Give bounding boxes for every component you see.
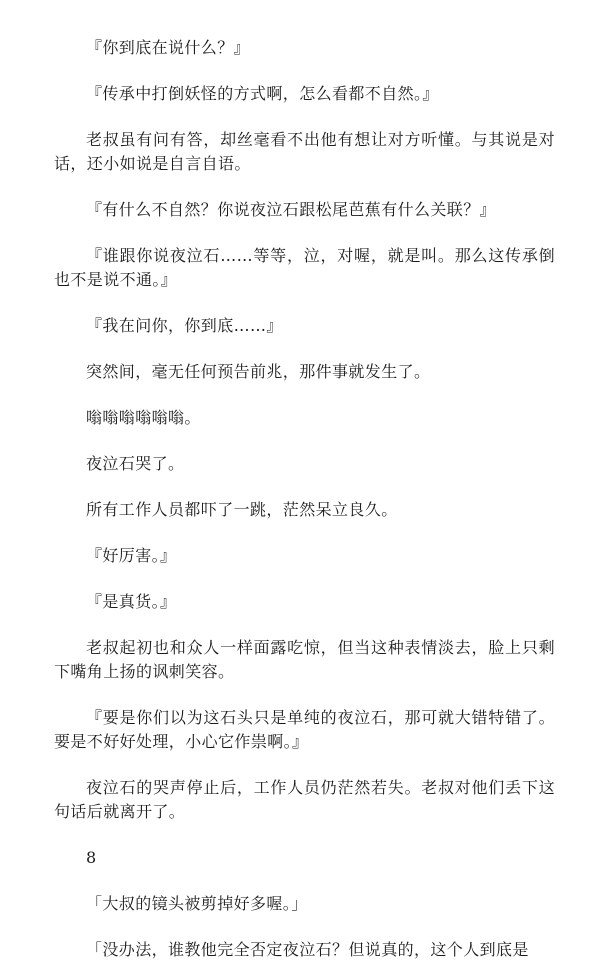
dialogue-paragraph: 「大叔的镜头被剪掉好多喔。」 [86, 894, 308, 913]
dialogue-paragraph: 『要是你们以为这石头只是单纯的夜泣石，那可就大错特错了。要是不好好处理，小心它作祟啊。』 [54, 708, 555, 751]
dialogue-paragraph: 『我在问你，你到底……』 [86, 316, 283, 335]
narration-paragraph: 夜泣石的哭声停止后，工作人员仍茫然若失。老叔对他们丢下这句话后就离开了。 [54, 778, 555, 821]
narration-paragraph: 老叔起初也和众人一样面露吃惊，但当这种表情淡去，脸上只剩下嘴角上扬的讽刺笑容。 [54, 638, 555, 681]
dialogue-paragraph: 『有什么不自然？你说夜泣石跟松尾芭蕉有什么关联？』 [86, 200, 497, 219]
section-number: 8 [86, 848, 97, 867]
narration-paragraph: 突然间，毫无任何预告前兆，那件事就发生了。 [86, 362, 431, 381]
dialogue-paragraph: 『传承中打倒妖怪的方式啊，怎么看都不自然。』 [86, 84, 439, 103]
dialogue-paragraph: 『好厉害。』 [86, 546, 177, 565]
narration-paragraph: 嗡嗡嗡嗡嗡嗡。 [86, 408, 201, 427]
dialogue-paragraph: 『是真货。』 [86, 592, 177, 611]
narration-paragraph: 老叔虽有问有答，却丝毫看不出他有想让对方听懂。与其说是对话，还小如说是自言自语。 [54, 130, 555, 173]
narration-paragraph: 所有工作人员都吓了一跳，茫然呆立良久。 [86, 500, 398, 519]
dialogue-paragraph: 『谁跟你说夜泣石……等等，泣，对喔，就是叫。那么这传承倒也不是说不通。』 [54, 246, 555, 289]
narration-paragraph: 夜泣石哭了。 [86, 454, 185, 473]
dialogue-paragraph: 「没办法，谁教他完全否定夜泣石？但说真的，这个人到底是 [86, 940, 529, 959]
dialogue-paragraph: 『你到底在说什么？』 [86, 38, 251, 57]
